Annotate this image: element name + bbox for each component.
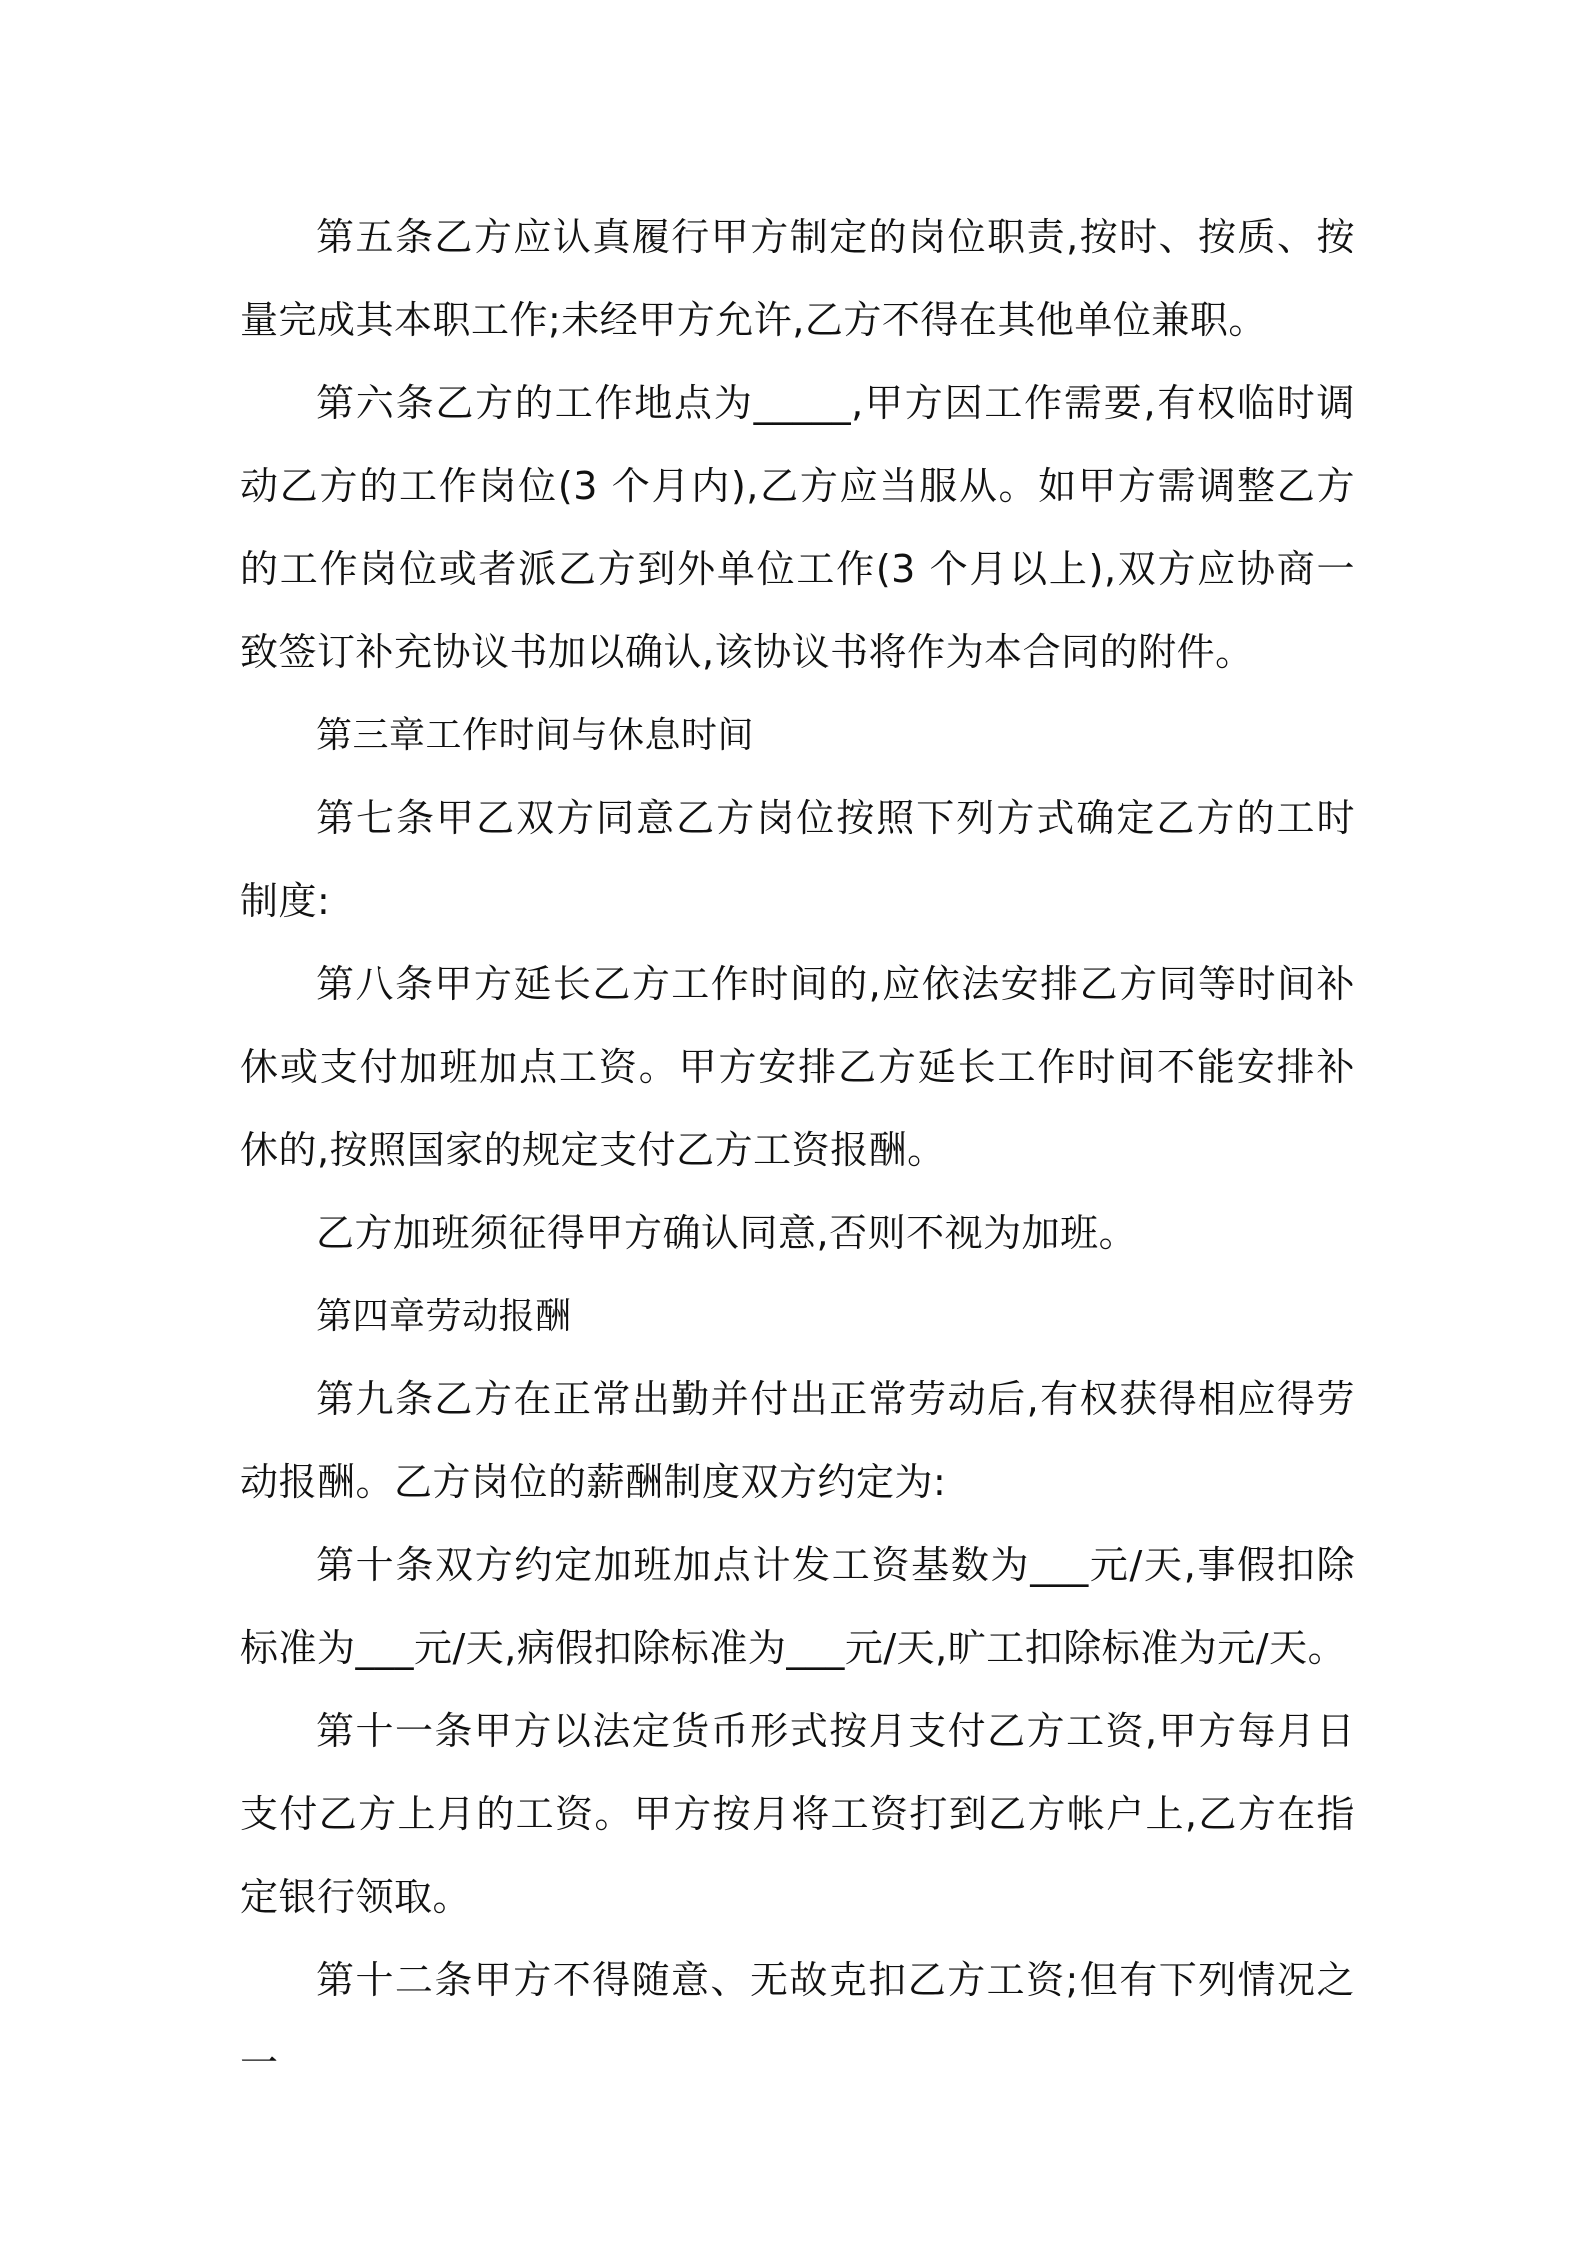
article-7: 第七条甲乙双方同意乙方岗位按照下列方式确定乙方的工时制度: [240, 796, 1355, 923]
chapter-4-heading: 第四章劳动报酬 [316, 1296, 572, 1337]
article-5: 第五条乙方应认真履行甲方制定的岗位职责,按时、按质、按量完成其本职工作;未经甲方允许,乙方不得在其他单位兼职。 [240, 215, 1355, 342]
document-body [240, 196, 1355, 2105]
article-9: 第九条乙方在正常出勤并付出正常劳动后,有权获得相应得劳动报酬。乙方岗位的薪酬制度双方约定为: [240, 1377, 1355, 1504]
article-6: 第六条乙方的工作地点为_____,甲方因工作需要,有权临时调动乙方的工作岗位(3 个月内),乙方应当服从。如甲方需调整乙方的工作岗位或者派乙方到外单位工作(3 个月以上),双方应协商一致签订补充协议书加以确认,该协议书将作为本合同的附件。 [240, 381, 1355, 674]
article-11: 第十一条甲方以法定货币形式按月支付乙方工资,甲方每月日支付乙方上月的工资。甲方按月将工资打到乙方帐户上,乙方在指定银行领取。 [240, 1709, 1355, 1919]
article-12: 第十二条甲方不得随意、无故克扣乙方工资;但有下列情况之一 [240, 1958, 1355, 2085]
overtime-note: 乙方加班须征得甲方确认同意,否则不视为加班。 [316, 1211, 1138, 1255]
article-10: 第十条双方约定加班加点计发工资基数为___元/天,事假扣除标准为___元/天,病假扣除标准为___元/天,旷工扣除标准为元/天。 [240, 1543, 1355, 1670]
chapter-3-heading: 第三章工作时间与休息时间 [316, 715, 755, 756]
article-8: 第八条甲方延长乙方工作时间的,应依法安排乙方同等时间补休或支付加班加点工资。甲方安排乙方延长工作时间不能安排补休的,按照国家的规定支付乙方工资报酬。 [240, 962, 1355, 1172]
